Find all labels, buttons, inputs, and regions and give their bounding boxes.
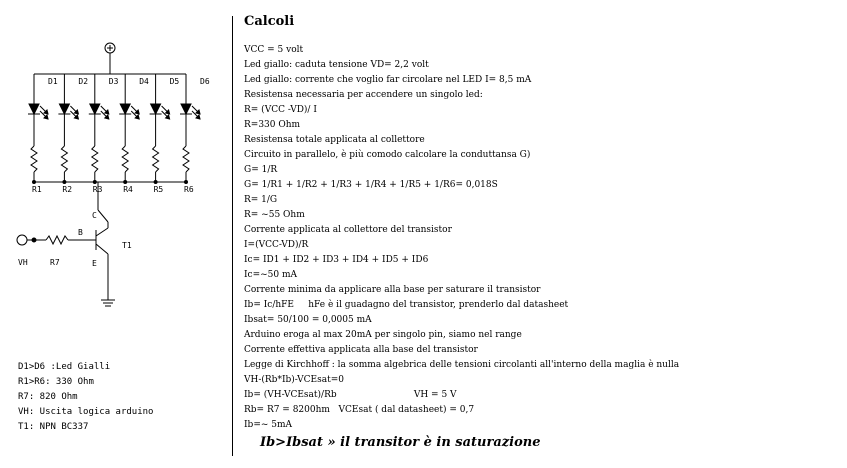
component-legend xyxy=(18,360,153,435)
calc-line: Corrente applicata al collettore del transistor xyxy=(244,225,452,235)
calc-line: Corrente effettiva applicata alla base del transistor xyxy=(244,345,478,355)
calc-line: Ibsat= 50/100 = 0,0005 mA xyxy=(244,315,372,325)
led-label: D5 xyxy=(169,77,180,86)
label-transistor-emitter: E xyxy=(92,259,97,268)
calculations-panel xyxy=(244,14,844,450)
calc-line: Led giallo: corrente che voglio far circolare nel LED I= 8,5 mA xyxy=(244,75,532,85)
resistor-label: R1 xyxy=(32,185,42,194)
led-branch xyxy=(89,74,109,184)
legend-resistors: R1>R6: 330 Ohm xyxy=(18,377,94,387)
calc-line: Circuito in parallelo, è più comodo calcolare la conduttansa G) xyxy=(244,150,531,160)
led-label: D2 xyxy=(78,77,89,86)
calculations-title: Calcoli xyxy=(244,14,295,29)
resistor-label: R6 xyxy=(184,185,194,194)
led-branch xyxy=(28,74,48,184)
calc-line: Led giallo: caduta tensione VD= 2,2 volt xyxy=(244,60,429,70)
calc-line: VCC = 5 volt xyxy=(244,45,304,55)
led-branch xyxy=(150,74,170,184)
calc-line: Corrente minima da applicare alla base per saturare il transistor xyxy=(244,285,541,295)
label-base-resistor: R7 xyxy=(50,258,60,267)
label-transistor-collector: C xyxy=(92,211,97,220)
led-branch xyxy=(119,74,139,184)
led-label: D3 xyxy=(108,77,119,86)
led-branch xyxy=(58,74,78,184)
calc-line: G= 1/R1 + 1/R2 + 1/R3 + 1/R4 + 1/R5 + 1/R6= 0,018S xyxy=(244,180,498,190)
calc-line: G= 1/R xyxy=(244,165,278,175)
label-transistor: T1 xyxy=(122,241,132,250)
calc-line: R= (VCC -VD)/ I xyxy=(244,105,317,115)
calc-line: Ic=~50 mA xyxy=(244,270,298,280)
calc-line: I=(VCC-VD)/R xyxy=(244,240,309,250)
label-transistor-base: B xyxy=(78,228,83,237)
calc-line: R= 1/G xyxy=(244,195,278,205)
calc-line: Rb= R7 = 8200hm VCEsat ( dal datasheet) = 0,7 xyxy=(244,405,475,415)
calc-line: Ib= (VH-VCEsat)/Rb VH = 5 V xyxy=(244,390,457,400)
resistor-label: R4 xyxy=(123,185,133,194)
calc-line: Ib=~ 5mA xyxy=(244,420,293,430)
vertical-divider xyxy=(232,16,233,456)
led-label: D1 xyxy=(48,77,58,86)
calc-line: Resistensa totale applicata al collettore xyxy=(244,135,425,145)
conclusion: Ib>Ibsat » il transitor è in saturazione xyxy=(260,435,541,450)
calculation-lines xyxy=(244,43,844,433)
legend-transistor: T1: NPN BC337 xyxy=(18,422,89,432)
calc-line: R=330 Ohm xyxy=(244,120,301,130)
calc-line: Resistensa necessaria per accendere un singolo led: xyxy=(244,90,483,100)
label-input: VH xyxy=(18,258,28,267)
calc-line: Ib= Ic/hFE hFe è il guadagno del transistor, prenderlo dal datasheet xyxy=(244,300,569,310)
calc-line: VH-(Rb*Ib)-VCEsat=0 xyxy=(244,375,344,385)
resistor-label: R5 xyxy=(153,185,164,194)
calc-line: Legge di Kirchhoff : la somma algebrica delle tensioni circolanti all'interno della maglia è nulla xyxy=(244,360,680,370)
resistor-label: R2 xyxy=(62,185,73,194)
led-branch xyxy=(180,74,200,184)
resistor-label: R3 xyxy=(92,185,103,194)
calc-line: R= ~55 Ohm xyxy=(244,210,305,220)
led-label: D4 xyxy=(139,77,149,86)
legend-base-resistor: R7: 820 Ohm xyxy=(18,392,78,402)
legend-leds: D1>D6 :Led Gialli xyxy=(18,362,111,372)
calc-line: Arduino eroga al max 20mA per singolo pin, siamo nel range xyxy=(244,330,522,340)
led-label: D6 xyxy=(200,77,210,86)
legend-input: VH: Uscita logica arduino xyxy=(18,407,154,417)
calc-line: Ic= ID1 + ID2 + ID3 + ID4 + ID5 + ID6 xyxy=(244,255,429,265)
